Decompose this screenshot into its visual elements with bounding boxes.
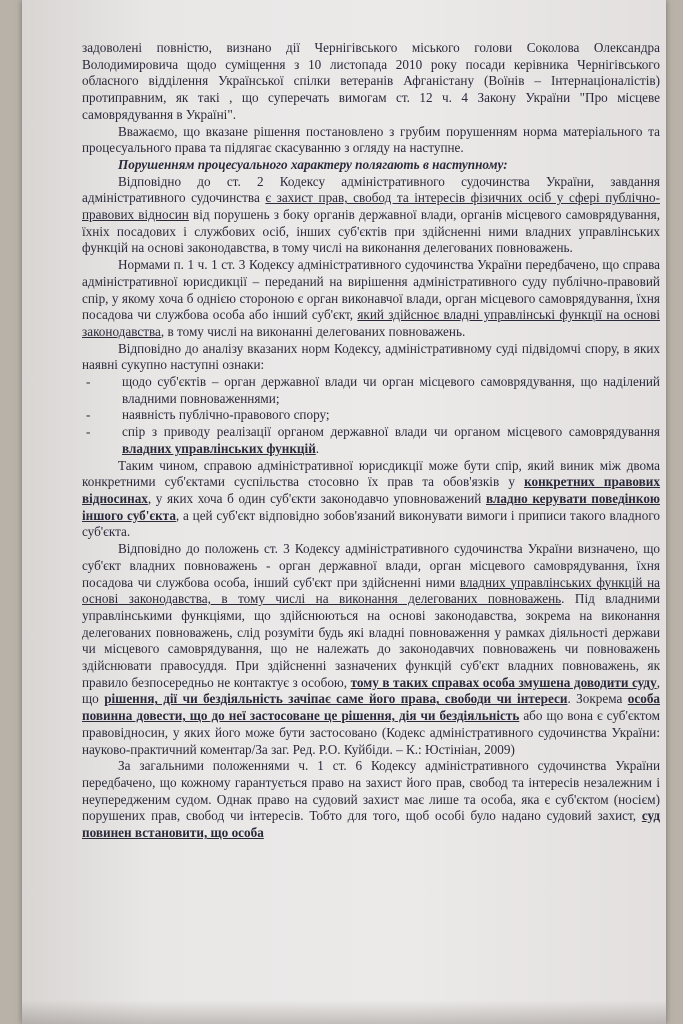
text-run: . [315, 440, 320, 456]
text-run: або що вона є суб'єктом правовідносин, у яких його може бути застосовано (Кодекс адміністративного судочинства України: науково-практичний коментар/За заг. Ред. Р.О. Куйбіди. – К.: Юстініан, 2009) [82, 708, 660, 757]
emphasized-text: особа повинна довести, що до неї застосоване це рішення, дія чи бездіяльність [82, 691, 661, 724]
text-run: , в тому числі на виконанні делегованих повноважень. [160, 323, 466, 339]
paragraph [82, 341, 660, 374]
document-page [22, 0, 666, 1024]
list-item [122, 407, 660, 424]
text-run: , у яких хоча б один суб'єкти законодавчо уповноважений [147, 490, 486, 506]
text-run: наявність публічно-правового спору; [122, 407, 330, 423]
emphasized-text: владно керувати поведінкою іншого суб'єкта [82, 490, 660, 523]
paragraph [82, 174, 660, 258]
list-item [122, 424, 660, 457]
paragraph [82, 40, 660, 124]
paragraph [82, 541, 660, 758]
text-run: , а цей суб'єкт відповідно зобов'язаний виконувати вимоги і приписи такого владного суб'єкта. [82, 507, 660, 540]
text-run: Таким чином, справою адміністративної юрисдикції може бути спір, який виник між двома конкретними суб'єктами суспільства стосовно їх прав та обов'язків у [82, 457, 660, 490]
text-run: . Зокрема [567, 691, 628, 707]
text-run: спір з приводу реалізації органом державної влади чи органом місцевого самоврядування [122, 424, 660, 440]
emphasized-text: рішення, дії чи бездіяльність зачіпає саме його права, свободи чи інтереси [104, 691, 568, 707]
text-run: Порушенням процесуального характеру полягають в наступному: [118, 156, 508, 172]
emphasized-text: суд повинен встановити, що особа [82, 808, 660, 841]
text-run: від порушень з боку органів державної влади, органів місцевого самоврядування, їхніх посадових і службових осіб, інших суб'єктів при здійсненні ними владних управлінських функцій на основі законодавства, в тому числі на виконання делегованих повноважень. [82, 207, 660, 256]
text-run: щодо суб'єктів – орган державної влади чи орган місцевого самоврядування, що наділений владними повноваженнями; [122, 374, 660, 406]
emphasized-text: є захист прав, свобод та інтересів фізичних осіб у сфері публічно-правових відносин [82, 190, 660, 223]
paragraph [82, 124, 660, 157]
text-run: Відповідно до положень ст. 3 Кодексу адміністративного судочинства України визначено, що суб'єкт владних повноважень - орган державної влади, орган місцевого самоврядування, їхня посадова чи службова особа, інший суб'єкт при здійсненні ними [82, 541, 660, 590]
document-body [82, 40, 660, 842]
text-run: Відповідно до ст. 2 Кодексу адміністративного судочинства України, завдання адміністративного судочинства [82, 173, 660, 206]
emphasized-text: конкретних правових відносинах [82, 474, 661, 506]
list-item [122, 374, 660, 407]
emphasized-text: владних управлінських функцій [122, 440, 316, 456]
page-shadow [22, 1000, 666, 1024]
paragraph [82, 257, 660, 341]
paragraph [82, 758, 660, 842]
emphasized-text: владних управлінських функцій на основі законодавства, в тому числі на виконання делегованих повноважень [82, 574, 661, 607]
text-run: Відповідно до аналізу вказаних норм Кодексу, адміністративному суді підвідомчі спору, в яких наявні сукупно наступні ознаки: [82, 340, 660, 373]
emphasized-text: який здійснює владні управлінські функції на основі законодавства [82, 307, 661, 339]
text-run: За загальними положеннями ч. 1 ст. 6 Кодексу адміністративного судочинства України передбачено, що кожному гарантується право на захист його прав, свобод та інтересів незалежним і неупередженим судом. Однак право на судовий захист має лише та особа, яка є суб'єктом (носієм) порушених прав, свобод чи інтересів. Тобто для того, щоб особі було надано судовий захист, [82, 758, 660, 824]
text-run: . Під владними управлінськими функціями, що здійснюються на основі законодавства, зокрема на виконання делегованих повноважень, слід розуміти будь які владні повноваження у рамках діяльності держави чи місцевого самоврядування, що не належать до законодавчих повноважень чи повноважень здійснювати правосуддя. При здійсненні зазначених функцій суб'єкт владних повноважень, як правило безпосередньо не контактує з особою, [82, 591, 660, 690]
text-run: Нормами п. 1 ч. 1 ст. 3 Кодексу адміністративного судочинства України передбачено, що справа адміністративної юрисдикції – переданий на вирішення адміністративного суду публічно-правовий спір, у якому хоча б однією стороною є орган виконавчої влади, орган місцевого самоврядування, їхня посадова чи службова особа або інший суб'єкт, [82, 257, 660, 323]
text-run: Вважаємо, що вказане рішення постановлено з грубим порушенням норма матеріального та процесуального права та підлягає скасуванню з огляду на наступне. [82, 123, 660, 156]
text-run: , що [82, 674, 660, 707]
text-run: задоволені повністю, визнано дії Чернігівського міського голови Соколова Олександра Володимировича щодо суміщення з 10 листопада 2010 року посади керівника Чернігівського обласного відділення Української спілки ветеранів Афганістану (Воїнів – Інтернаціоналістів) протиправним, як такі , що суперечать вимогам ст. 12 ч. 4 Закону України "Про місцеве самоврядування в Україні". [82, 40, 660, 122]
criteria-list [82, 374, 660, 458]
section-heading [82, 157, 660, 174]
paragraph [82, 458, 660, 542]
emphasized-text: тому в таких справах особа змушена доводити суду [350, 674, 657, 690]
